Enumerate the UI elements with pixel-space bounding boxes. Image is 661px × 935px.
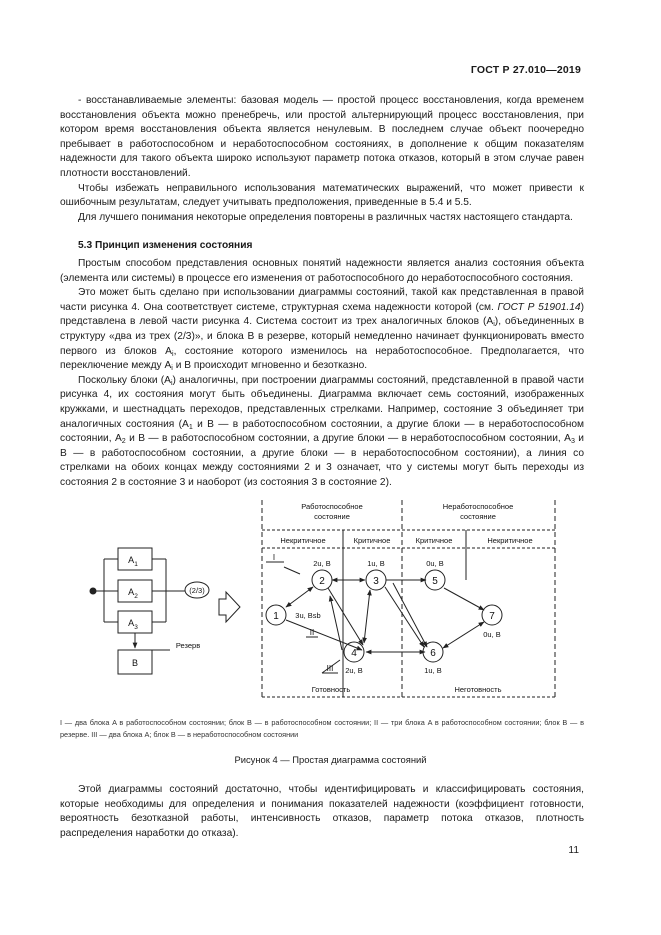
standard-reference: ГОСТ Р 51901.14 [497, 301, 581, 313]
marker-ii: II [309, 628, 315, 637]
block-a3-label: $A_3$ [128, 618, 138, 631]
paragraph: Простым способом представления основных понятий надежности является анализ состояния объекта (элемента или системы) в процессе его изменения от работоспособного до неработоспособного состояния. [60, 258, 584, 284]
reliability-block-diagram [90, 548, 240, 674]
inoperable-header: Неработоспособное [442, 502, 514, 511]
state-7-label: 0u, B [483, 630, 501, 639]
noncritical-left-header: Некритичное [280, 536, 326, 545]
state-6-label: 1u, B [424, 666, 442, 675]
state-2-num: 2 [319, 576, 325, 587]
state-2-label: 2u, B [313, 559, 331, 568]
marker-i: I [272, 553, 276, 562]
block-b-label: B [131, 658, 139, 668]
paragraph: Чтобы избежать неправильного использования математических выражений, что может привести к ошибочным результатам, следует учитывать предположения, приведенные в 5.4 и 5.5. [60, 182, 584, 209]
critical-right-header: Критичное [415, 536, 453, 545]
state-7-num: 7 [489, 611, 495, 622]
paragraph: Этой диаграммы состояний достаточно, чтобы идентифицировать и классифицировать состояния, которые необходимы для определения и понимания показателей надежности (коэффициент готовности, вероятность безотказной работы, интенсивность отказов, параметр потока отказов, плотность распределения наработки до отказа). [60, 784, 584, 839]
figure-note: I — два блока A в работоспособном состоянии; блок B — в работоспособном состоянии; II — три блока A в работоспособном состоянии; блок B — в резерве. III — два блока A; блок B — в неработоспособном состоянии [60, 718, 584, 739]
state-3-num: 3 [373, 576, 379, 587]
critical-left-header: Критичное [353, 536, 391, 545]
right-arrow-icon [219, 592, 240, 622]
operable-header-2: состояние [314, 512, 350, 521]
paragraph: Поскольку блоки $(A_i)$ аналогичны, при построении диаграммы состояний, представленной в правой части рисунка 4, их состояния могут быть объединены. Диаграмма включает семь состояний, изображенных кружками, и шестнадцать переходов, представленных стрелками. Например, состояние 3 объединяет три аналогичных состояния ($A_1$ и B — в работоспособном состоянии, а другие блоки — в неработоспособном состоянии, $A_2$ и B — в работоспособном состоянии, а другие блоки — в неработоспособном состоянии, $A_3$ и B — в работоспособном состоянии, а другие блоки — в неработоспособном состоянии), а линия со стрелками на обоих концах между состояниями 2 и 3 означает, что у системы могут быть переходы из состояния 2 в состояние 3 и наоборот (из состояния 3 в состояние 2). [60, 374, 584, 488]
paragraph: Для лучшего понимания некоторые определения повторены в различных частях настоящего стандарта. [78, 211, 573, 223]
state-3-label: 1u, B [367, 559, 385, 568]
vote-label: (2/3) [189, 586, 205, 595]
figure-caption: Рисунок 4 — Простая диаграмма состояний [234, 754, 427, 765]
marker-iii: III [326, 664, 334, 673]
block-a1-label: $A_1$ [128, 555, 138, 568]
state-6-num: 6 [430, 648, 436, 659]
inoperable-header-2: состояние [460, 512, 496, 521]
closing-text [60, 783, 584, 841]
block-a2-label: $A_2$ [128, 587, 138, 600]
state-4-num: 4 [351, 648, 357, 659]
document-header: ГОСТ Р 27.010—2019 [470, 64, 581, 76]
paragraph: Это может быть сделано при использовании диаграммы состояний, такой как представленная в правой части рисунка 4. Она соответствует системе, структурная схема надежности которой (см. ГОСТ Р 51901.14) представлена в левой части рисунка 4. Система состоит из трех аналогичных блоков $(A_i)$, объединенных в структуру «два из трех (2/3)», и блока В в резерве, который немедленно начинает функционировать вместо первого из блоков $A_i$, состояние которого изменилось на неработоспособное. Предполагается, что переключение между $A_i$ и B происходит мгновенно и безотказно. [60, 287, 584, 373]
page-number: 11 [568, 845, 579, 856]
state-diagram-frame [262, 500, 555, 697]
unreadiness-footer: Неготовность [454, 685, 502, 694]
paragraph: - восстанавливаемые элементы: базовая модель — простой процесс восстановления, когда временем восстановления объекта можно пренебречь, или простой альтернирующий процесс восстановления, при котором время восстановления объекта является ненулевым. В последнем случае объект поочередно пребывает в работоспособном и неработоспособном состояниях, в дополнение к общим показателям надежности для такого объекта широко используют параметр потока отказов, который в этом случае равен плотности восстановлений. [60, 95, 584, 179]
noncritical-right-header: Некритичное [487, 536, 533, 545]
state-4-label: 2u, B [345, 666, 363, 675]
operable-header: Работоспособное [301, 502, 363, 511]
state-1-num: 1 [273, 611, 279, 622]
state-1-label: 3u, Bsb [295, 611, 321, 620]
reserve-label: Резерв [175, 641, 201, 650]
state-5-num: 5 [432, 576, 438, 587]
section-title: 5.3 Принцип изменения состояния [78, 240, 253, 251]
readiness-footer: Готовность [311, 685, 351, 694]
state-5-label: 0u, B [426, 559, 444, 568]
